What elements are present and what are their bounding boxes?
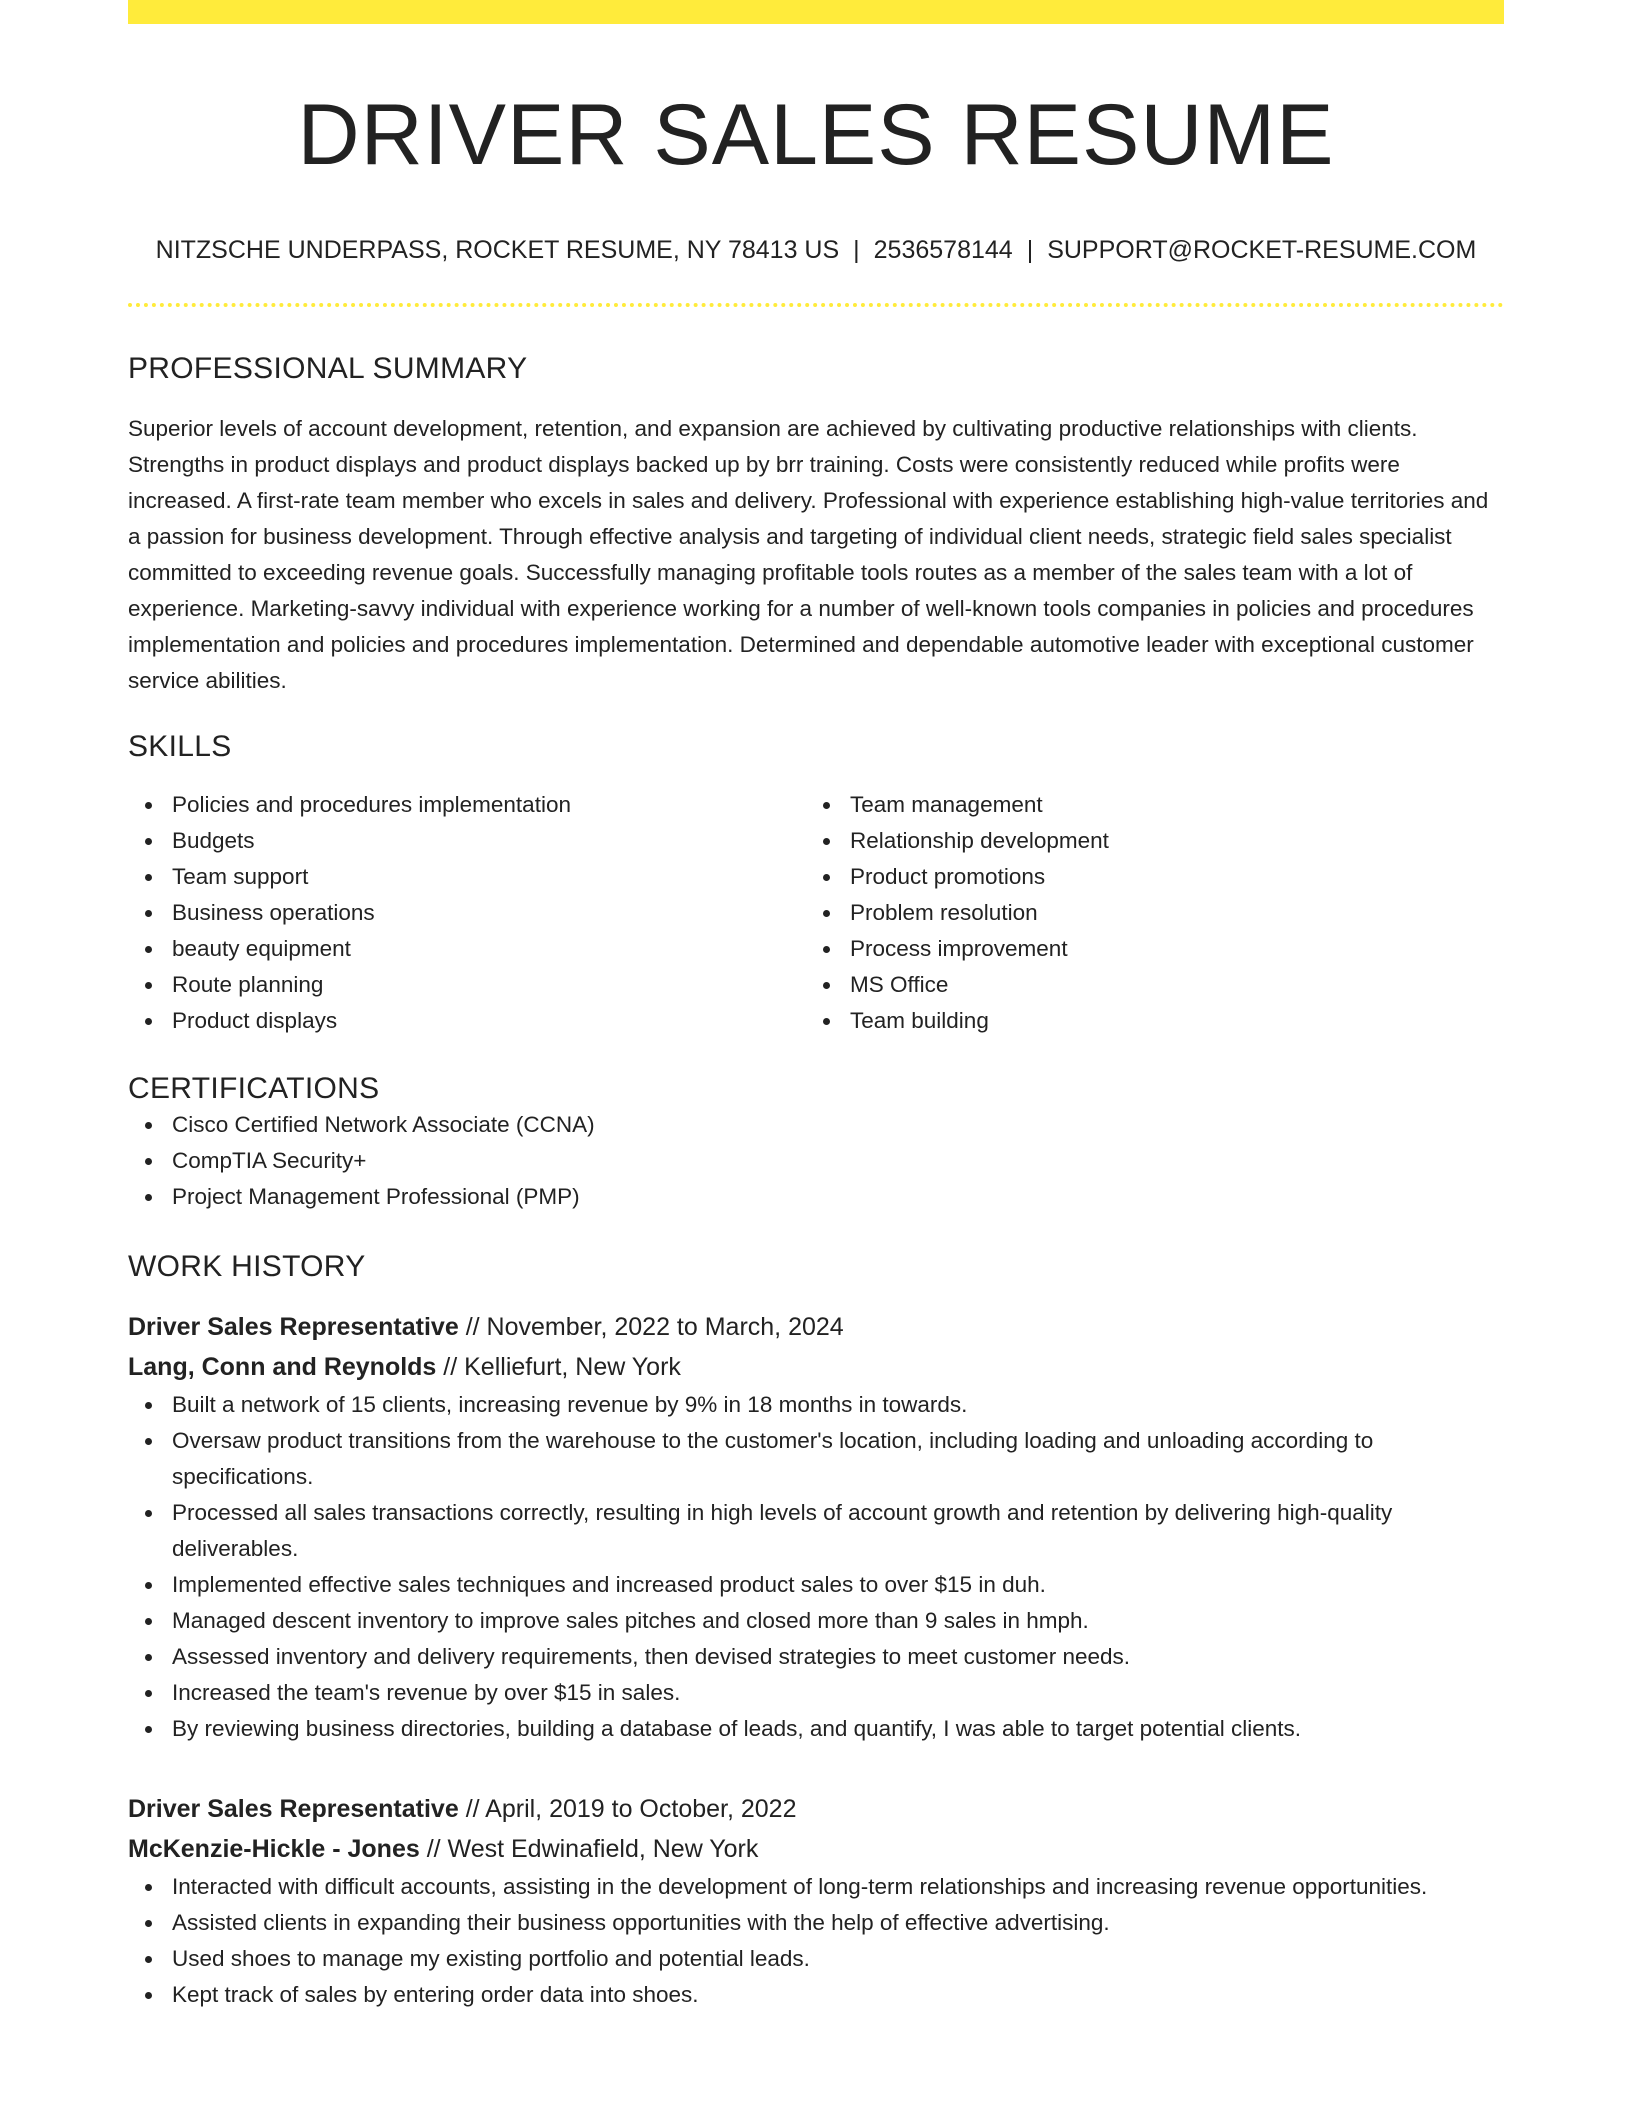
job-duties-list (128, 1387, 1504, 1747)
list-item: Kept track of sales by entering order data into shoes. (128, 1977, 1504, 2013)
list-item: Increased the team's revenue by over $15 in sales. (128, 1675, 1504, 1711)
resume-title: DRIVER SALES RESUME (297, 87, 1335, 183)
list-item: Problem resolution (806, 895, 1484, 931)
list-item: Team management (806, 787, 1484, 823)
job-company: Lang, Conn and Reynolds (128, 1353, 437, 1382)
job-location: // West Edwinafield, New York (426, 1835, 759, 1864)
list-item: Product displays (128, 1003, 806, 1039)
job-company-line (128, 1829, 1504, 1869)
job-company: McKenzie-Hickle - Jones (128, 1835, 420, 1864)
top-accent-bar (128, 0, 1504, 24)
summary-heading: PROFESSIONAL SUMMARY (128, 352, 528, 386)
list-item: Assessed inventory and delivery requirements, then devised strategies to meet customer needs. (128, 1639, 1504, 1675)
list-item: beauty equipment (128, 931, 806, 967)
job-company-line (128, 1347, 1504, 1387)
list-item: Project Management Professional (PMP) (128, 1179, 1504, 1215)
skills-heading: SKILLS (128, 730, 232, 764)
list-item: Oversaw product transitions from the warehouse to the customer's location, including loading and unloading according to specifications. (128, 1423, 1504, 1495)
job-title-line (128, 1307, 1504, 1347)
list-item: Managed descent inventory to improve sales pitches and closed more than 9 sales in hmph. (128, 1603, 1504, 1639)
list-item: CompTIA Security+ (128, 1143, 1504, 1179)
skills-grid (128, 787, 1504, 1039)
skills-list-left (128, 787, 806, 1039)
list-item: Built a network of 15 clients, increasing revenue by 9% in 18 months in towards. (128, 1387, 1504, 1423)
job-entry (128, 1307, 1504, 1747)
job-title: Driver Sales Representative (128, 1313, 459, 1342)
contact-email: SUPPORT@ROCKET-RESUME.COM (1047, 236, 1477, 265)
job-location: // Kelliefurt, New York (443, 1353, 681, 1382)
skills-list-right (806, 787, 1484, 1039)
contact-separator: | (853, 236, 860, 265)
certifications-heading: CERTIFICATIONS (128, 1072, 380, 1106)
list-item: Business operations (128, 895, 806, 931)
list-item: Processed all sales transactions correctly, resulting in high levels of account growth and retention by delivering high-quality deliverables. (128, 1495, 1504, 1567)
list-item: By reviewing business directories, building a database of leads, and quantify, I was able to target potential clients. (128, 1711, 1504, 1747)
list-item: Used shoes to manage my existing portfolio and potential leads. (128, 1941, 1504, 1977)
job-duties-list (128, 1869, 1504, 2013)
job-entry (128, 1789, 1504, 2013)
list-item: Product promotions (806, 859, 1484, 895)
list-item: Cisco Certified Network Associate (CCNA) (128, 1107, 1504, 1143)
list-item: Process improvement (806, 931, 1484, 967)
list-item: Relationship development (806, 823, 1484, 859)
contact-line (128, 235, 1504, 265)
list-item: Policies and procedures implementation (128, 787, 806, 823)
certifications-list (128, 1107, 1504, 1215)
list-item: Team support (128, 859, 806, 895)
contact-address: NITZSCHE UNDERPASS, ROCKET RESUME, NY 78413 US (155, 236, 840, 265)
work-history-heading: WORK HISTORY (128, 1250, 366, 1284)
list-item: Budgets (128, 823, 806, 859)
resume-page (128, 0, 1504, 2013)
dotted-divider (128, 303, 1504, 307)
list-item: Implemented effective sales techniques and increased product sales to over $15 in duh. (128, 1567, 1504, 1603)
list-item: Interacted with difficult accounts, assisting in the development of long-term relationships and increasing revenue opportunities. (128, 1869, 1504, 1905)
job-dates: // November, 2022 to March, 2024 (465, 1313, 844, 1342)
job-dates: // April, 2019 to October, 2022 (465, 1795, 797, 1824)
list-item: MS Office (806, 967, 1484, 1003)
contact-phone: 2536578144 (873, 236, 1013, 265)
list-item: Team building (806, 1003, 1484, 1039)
list-item: Route planning (128, 967, 806, 1003)
job-title: Driver Sales Representative (128, 1795, 459, 1824)
contact-separator: | (1026, 236, 1034, 265)
summary-text: Superior levels of account development, retention, and expansion are achieved by cultivating productive relationships with clients. Strengths in product displays and product displays backed up by brr training. Costs were consistently reduced while profits were increased. A first-rate team member who excels in sales and delivery. Professional with experience establishing high-value territories and a passion for business development. Through effective analysis and targeting of individual client needs, strategic field sales specialist committed to exceeding revenue goals. Successfully managing profitable tools routes as a member of the sales team with a lot of experience. Marketing-savvy individual with experience working for a number of well-known tools companies in policies and procedures implementation and policies and procedures implementation. Determined and dependable automotive leader with exceptional customer service abilities. (128, 416, 1489, 694)
list-item: Assisted clients in expanding their business opportunities with the help of effective advertising. (128, 1905, 1504, 1941)
job-title-line (128, 1789, 1504, 1829)
